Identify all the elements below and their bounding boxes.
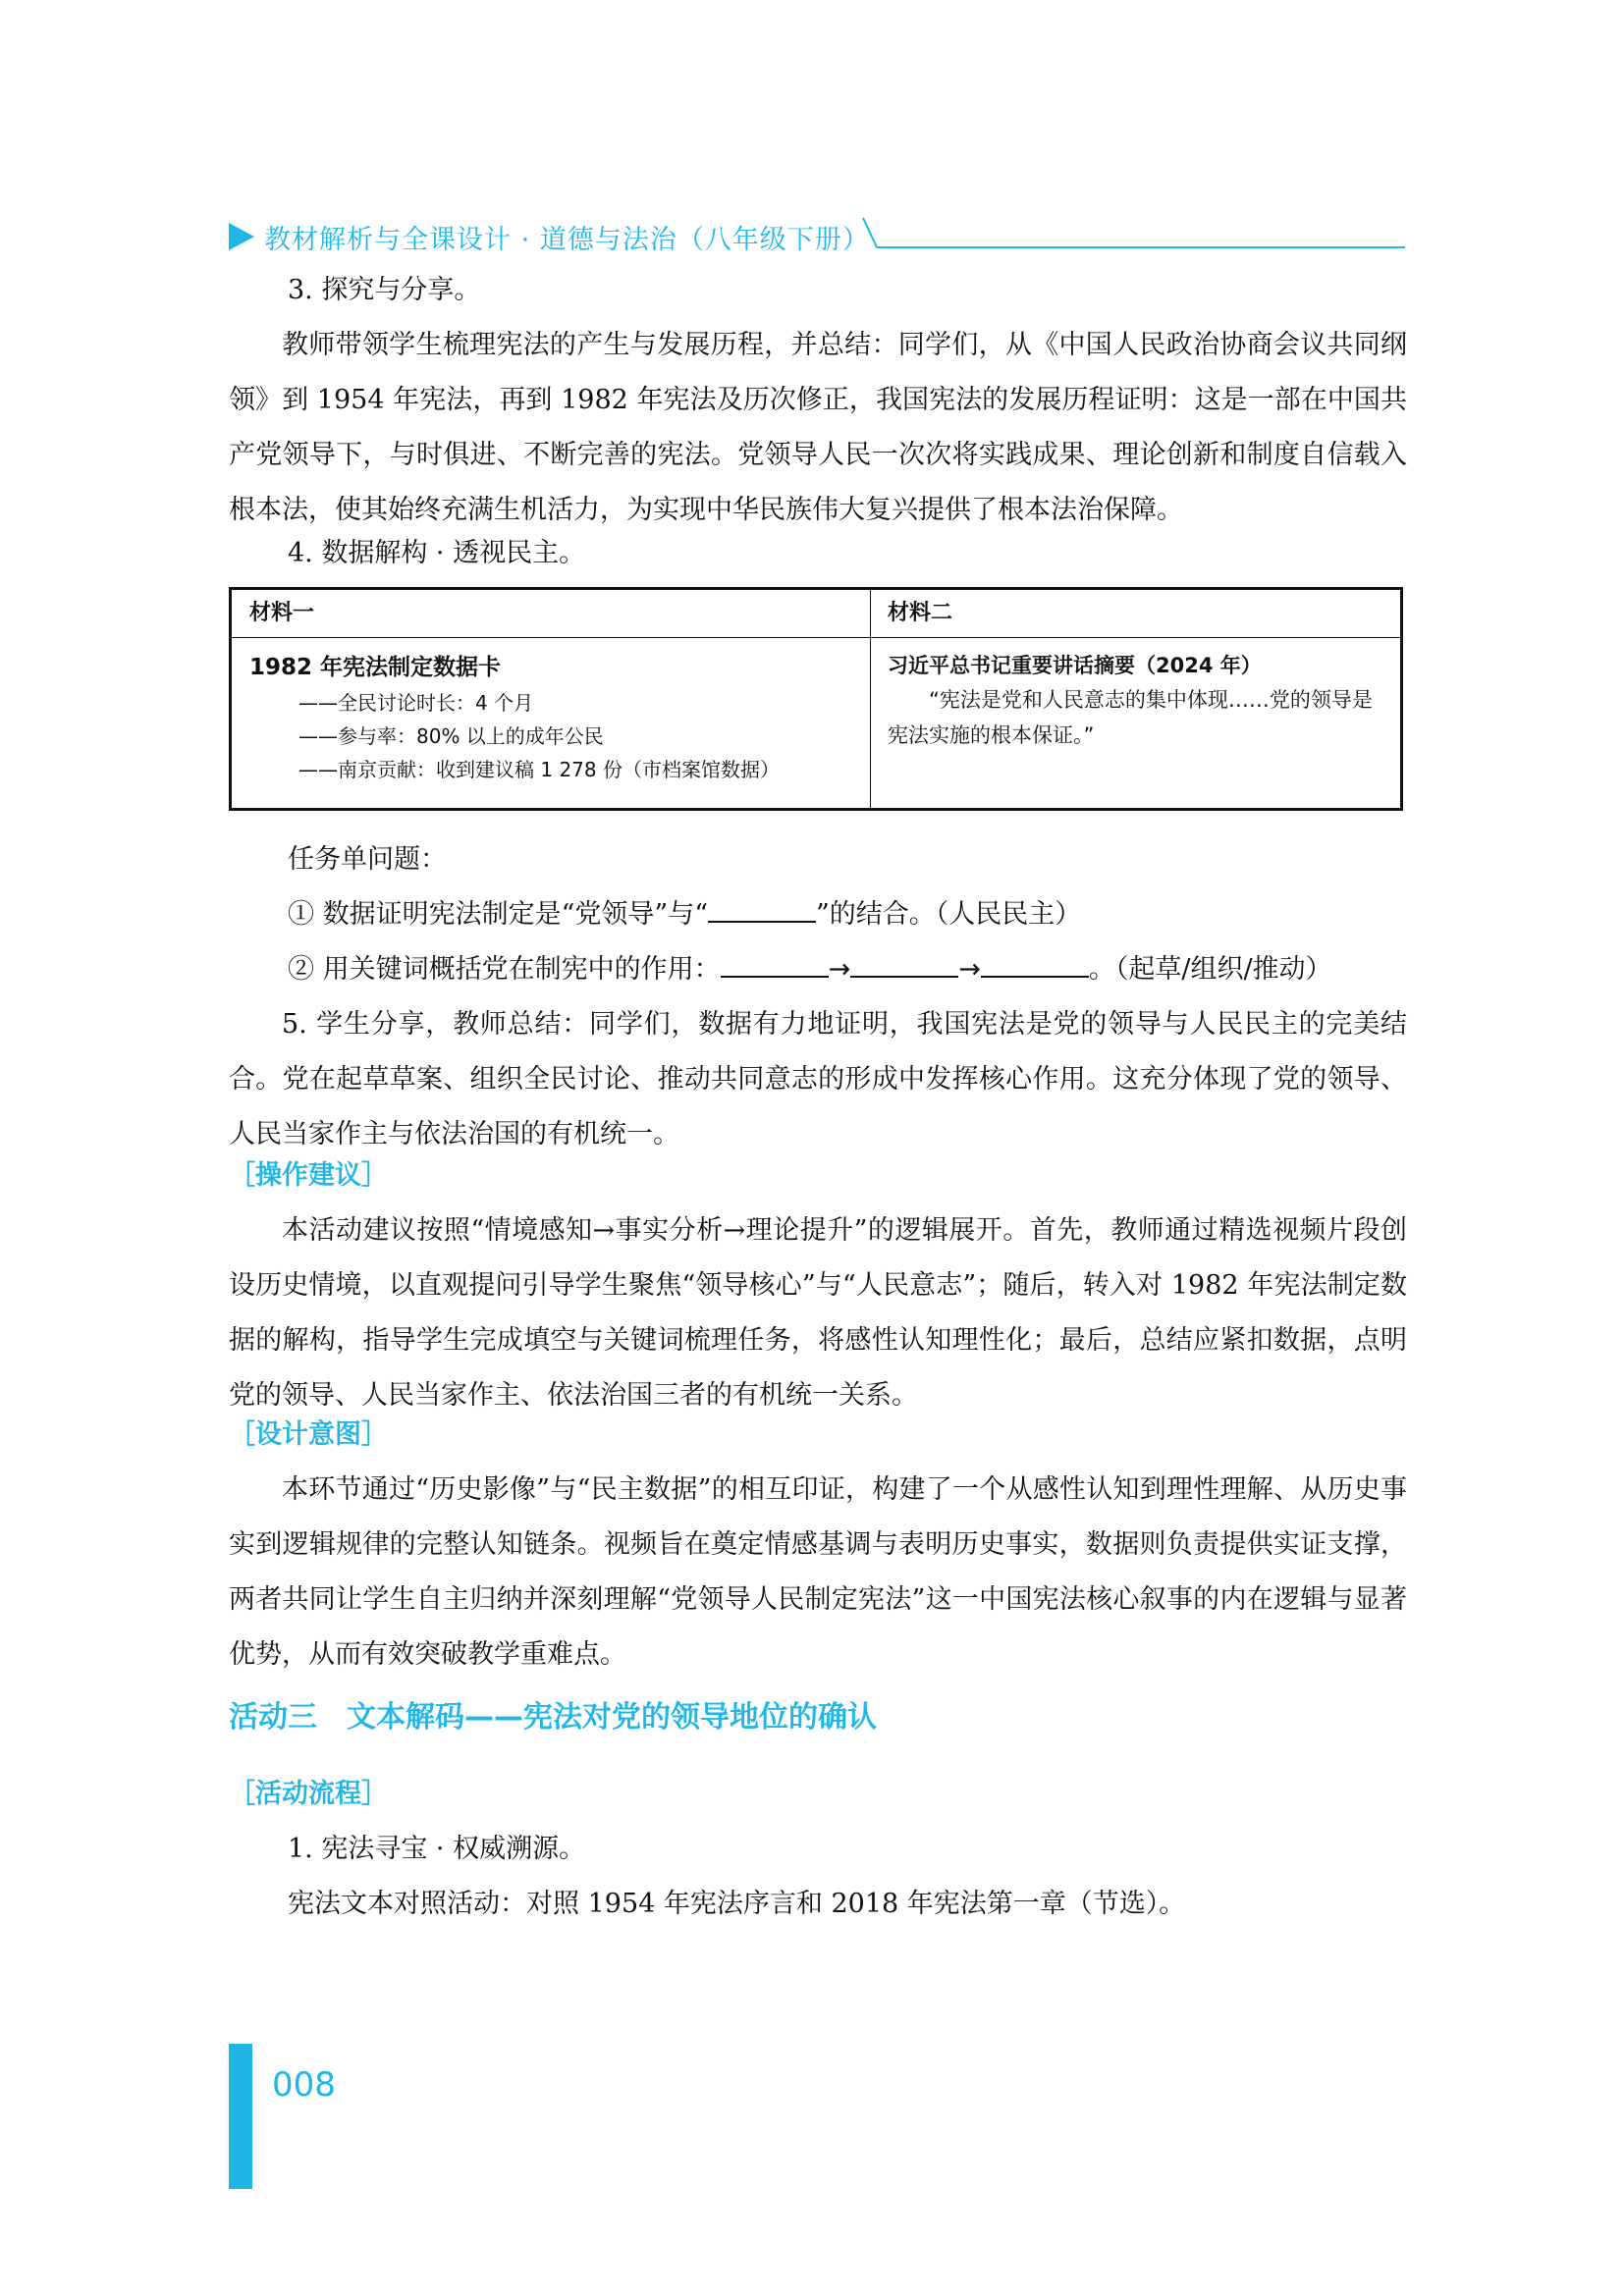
- data-card-item: ——参与率：80% 以上的成年公民: [298, 724, 604, 748]
- design-section: [229, 1408, 1407, 1682]
- page-number: 008: [272, 2065, 336, 2105]
- material-one-header: 材料一: [232, 590, 870, 638]
- activity-3-flow: [229, 1767, 1407, 1932]
- activity-3-item-1-text: 宪法文本对照活动：对照 1954 年宪法序言和 2018 年宪法第一章（节选）。: [288, 1889, 1186, 1919]
- fill-blank: [721, 950, 829, 978]
- activity-3-item-1: 1. 宪法寻宝 · 权威溯源。: [288, 1834, 586, 1864]
- section-3-paragraph: 教师带领学生梳理宪法的产生与发展历程，并总结：同学们，从《中国人民政治协商会议共同纲领》到 1954 年宪法，再到 1982 年宪法及历次修正，我国宪法的发展历程证明：这是一部在中国共产党领导下，与时俱进、不断完善的宪法。党领导人民一次次将实践成果、理论创新和制度自信载入根本法，使其始终充满生机活力，为实现中华民族伟大复兴提供了根本法治保障。: [229, 330, 1407, 525]
- section-4: [229, 526, 1407, 581]
- operation-paragraph: 本活动建议按照“情境感知→事实分析→理论提升”的逻辑展开。首先，教师通过精选视频片段创设历史情境，以直观提问引导学生聚焦“领导核心”与“人民意志”；随后，转入对 1982 年宪法制定数据的解构，指导学生完成填空与关键词梳理任务，将感性认知理性化；最后，总结应紧扣数据，点明党的领导、人民当家作主、依法治国三者的有机统一关系。: [229, 1215, 1407, 1411]
- fill-blank: [708, 895, 816, 923]
- header-rule: [229, 214, 1407, 253]
- data-card-item: ——全民讨论时长：4 个月: [298, 691, 534, 715]
- operation-section: [229, 1148, 1407, 1423]
- section-5: [229, 997, 1407, 1162]
- section-3: [229, 263, 1407, 538]
- task-label: 任务单问题：: [288, 844, 447, 875]
- arrow-icon: →: [958, 954, 981, 985]
- design-label: ［设计意图］: [229, 1419, 388, 1450]
- task-q2-prefix: ② 用关键词概括党在制宪中的作用：: [288, 954, 721, 985]
- task-q1-suffix: ”的结合。（人民民主）: [816, 899, 1082, 930]
- material-two-body: [870, 639, 1400, 763]
- section-4-heading: 4. 数据解构 · 透视民主。: [288, 538, 586, 568]
- fill-blank: [850, 950, 958, 978]
- speech-title: 习近平总书记重要讲话摘要（2024 年）: [888, 654, 1262, 677]
- activity-flow-label: ［活动流程］: [229, 1779, 388, 1809]
- material-two-column: [870, 590, 1400, 808]
- operation-label: ［操作建议］: [229, 1160, 388, 1191]
- speech-quote: “宪法是党和人民意志的集中体现……党的领导是宪法实施的根本保证。”: [888, 688, 1373, 747]
- running-header: [229, 214, 1407, 253]
- data-card-title: 1982 年宪法制定数据卡: [249, 655, 502, 680]
- arrow-icon: →: [828, 954, 851, 985]
- activity-3-title: 活动三 文本解码——宪法对党的领导地位的确认: [229, 1700, 877, 1735]
- task-q1-prefix: ① 数据证明宪法制定是“党领导”与“: [288, 899, 708, 930]
- task-question-1: [229, 887, 1407, 942]
- section-3-heading: 3. 探究与分享。: [288, 275, 481, 305]
- data-card-item: ——南京贡献：收到建议稿 1 278 份（市档案馆数据）: [298, 758, 780, 781]
- fill-blank: [981, 950, 1089, 978]
- task-question-2: [229, 942, 1407, 997]
- activity-3-title-block: [229, 1690, 1407, 1745]
- design-paragraph: 本环节通过“历史影像”与“民主数据”的相互印证，构建了一个从感性认知到理性理解、从历史事实到逻辑规律的完整认知链条。视频旨在奠定情感基调与表明历史事实，数据则负责提供实证支撑，两者共同让学生自主归纳并深刻理解“党领导人民制定宪法”这一中国宪法核心叙事的内在逻辑与显著优势，从而有效突破教学重难点。: [229, 1474, 1407, 1670]
- material-two-header: 材料二: [870, 590, 1400, 638]
- section-5-paragraph: 5. 学生分享，教师总结：同学们，数据有力地证明，我国宪法是党的领导与人民民主的完美结合。党在起草草案、组织全民讨论、推动共同意志的形成中发挥核心作用。这充分体现了党的领导、人民当家作主与依法治国的有机统一。: [229, 1009, 1407, 1149]
- header-title: 教材解析与全课设计 · 道德与法治（八年级下册）: [264, 225, 870, 255]
- material-one-column: [232, 590, 871, 808]
- materials-table: [229, 587, 1403, 811]
- task-list: [229, 832, 1407, 997]
- footer-bar: [229, 2044, 252, 2189]
- task-q2-suffix: 。（起草/组织/推动）: [1088, 954, 1332, 985]
- material-one-body: [232, 639, 870, 796]
